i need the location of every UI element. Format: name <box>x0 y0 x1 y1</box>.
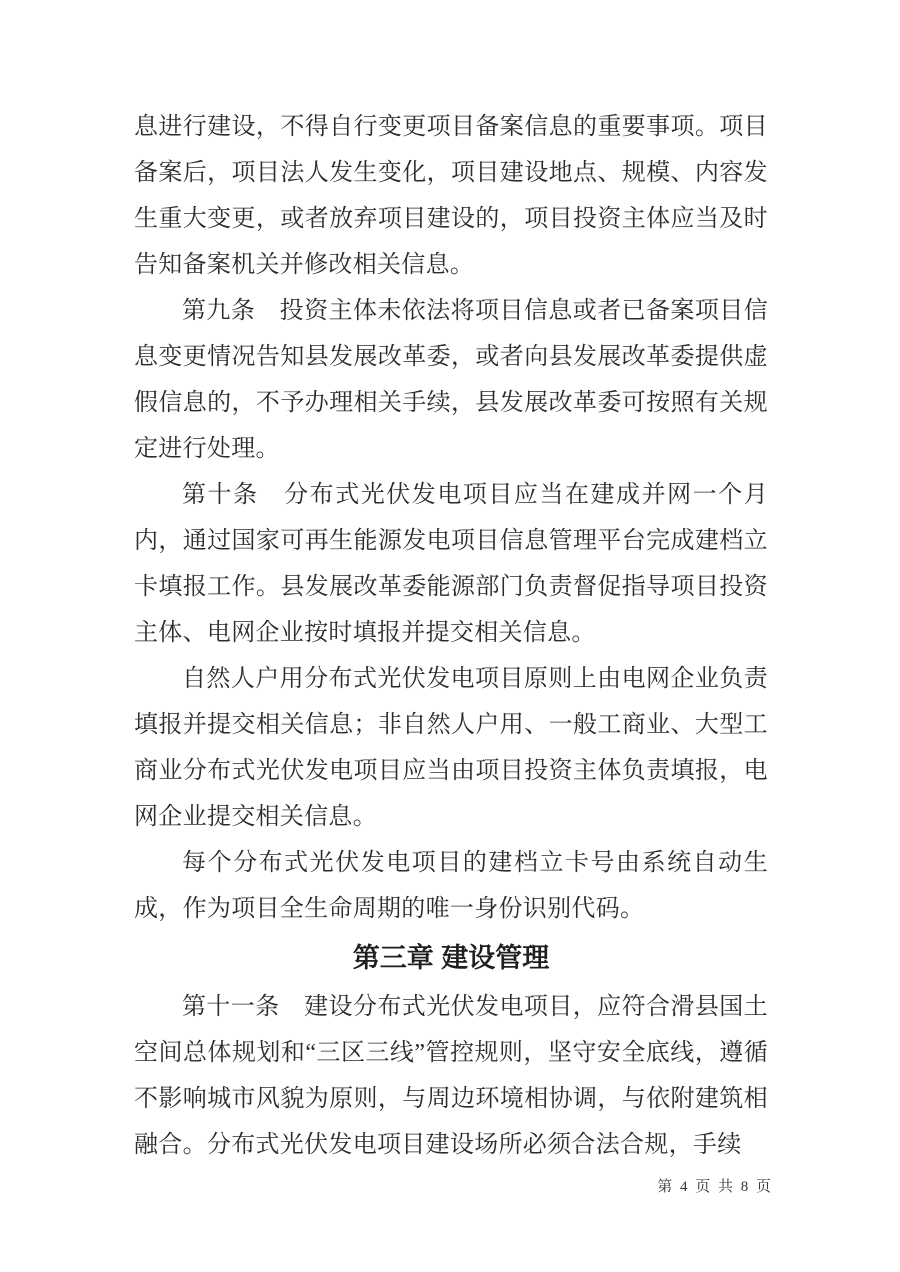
body-paragraph: 息进行建设，不得自行变更项目备案信息的重要事项。项目备案后，项目法人发生变化，项目建设地点、规模、内容发生重大变更，或者放弃项目建设的，项目投资主体应当及时告知备案机关并修改相关信息。 <box>134 114 768 278</box>
body-paragraph: 第十一条 建设分布式光伏发电项目，应符合滑县国土空间总体规划和“三区三线”管控规则，坚守安全底线，遵循不影响城市风貌为原则，与周边环境相协调，与依附建筑相融合。分布式光伏发电项目建设场所必须合法合规，手续 <box>134 994 768 1158</box>
chapter-heading: 第三章 建设管理 <box>352 943 550 973</box>
body-paragraph: 每个分布式光伏发电项目的建档立卡号由系统自动生成，作为项目全生命周期的唯一身份识别代码。 <box>134 850 768 922</box>
body-paragraph: 第九条 投资主体未依法将项目信息或者已备案项目信息变更情况告知县发展改革委，或者向县发展改革委提供虚假信息的，不予办理相关手续，县发展改革委可按照有关规定进行处理。 <box>134 298 768 462</box>
page-number: 第 4 页 共 8 页 <box>657 1179 773 1195</box>
body-paragraph: 第十条 分布式光伏发电项目应当在建成并网一个月内，通过国家可再生能源发电项目信息管理平台完成建档立卡填报工作。县发展改革委能源部门负责督促指导项目投资主体、电网企业按时填报并提交相关信息。 <box>134 482 768 646</box>
document-body <box>134 104 768 1168</box>
body-paragraph: 自然人户用分布式光伏发电项目原则上由电网企业负责填报并提交相关信息；非自然人户用、一般工商业、大型工商业分布式光伏发电项目应当由项目投资主体负责填报，电网企业提交相关信息。 <box>134 666 768 830</box>
